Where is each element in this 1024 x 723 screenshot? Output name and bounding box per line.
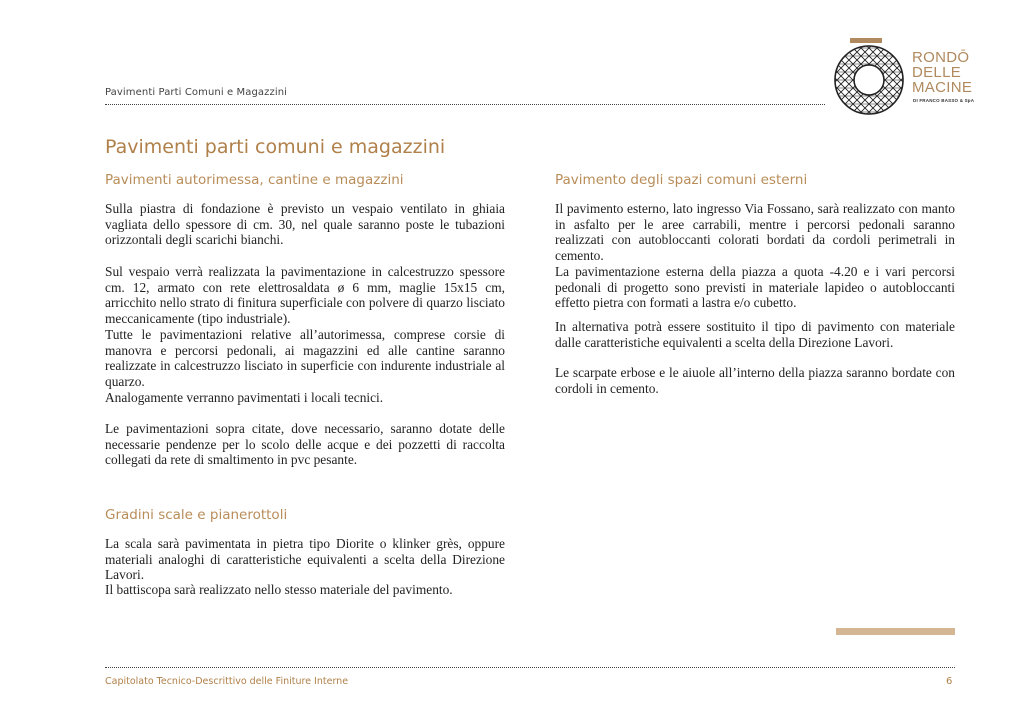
logo-subline: DI FRANCO BASSO & SpA bbox=[913, 98, 975, 103]
header-divider bbox=[105, 104, 825, 105]
paragraph: Tutte le pavimentazioni relative all’autorimessa, comprese corsie di manovra e percorsi pedonali, ai magazzini ed alle cantine saranno realizzate in calcestruzzo lisciato in superficie con indurente industriale al quarzo. bbox=[105, 327, 505, 389]
page-title: Pavimenti parti comuni e magazzini bbox=[105, 136, 446, 158]
brand-logo bbox=[833, 44, 983, 120]
paragraph: Sulla piastra di fondazione è previsto un vespaio ventilato in ghiaia vagliata dello spessore di cm. 30, nel quale saranno poste le tubazioni orizzontali degli scarichi bianchi. bbox=[105, 201, 505, 247]
section-heading-garage: Pavimenti autorimessa, cantine e magazzini bbox=[105, 172, 404, 188]
paragraph: La scala sarà pavimentata in pietra tipo Diorite o klinker grès, oppure materiali analoghi di caratteristiche equivalenti a scelta della Direzione Lavori. bbox=[105, 536, 505, 582]
paragraph: Il battiscopa sarà realizzato nello stesso materiale del pavimento. bbox=[105, 582, 453, 597]
footer-accent-bar bbox=[836, 628, 955, 635]
footer-divider bbox=[105, 667, 955, 668]
page-number: 6 bbox=[946, 676, 953, 687]
logo-wordmark bbox=[912, 50, 972, 95]
running-header: Pavimenti Parti Comuni e Magazzini bbox=[105, 87, 288, 98]
paragraph: Sul vespaio verrà realizzata la pavimentazione in calcestruzzo spessore cm. 12, armato con rete elettrosaldata ø 6 mm, maglie 15x15 cm, arricchito nello strato di finitura superficiale con polvere di quarzo lisciato meccanicamente (tipo industriale). bbox=[105, 264, 505, 326]
paragraph: In alternativa potrà essere sostituito il tipo di pavimento con materiale dalle caratteristiche equivalenti a scelta della Direzione Lavori. bbox=[555, 319, 955, 350]
paragraph: La pavimentazione esterna della piazza a quota -4.20 e i vari percorsi pedonali di progetto sono previsti in materiale lapideo o autobloccanti effetto pietra con formati a lastra e/o cubetto. bbox=[555, 264, 955, 310]
footer-document-title: Capitolato Tecnico-Descrittivo delle Finiture Interne bbox=[105, 676, 349, 687]
section-heading-exterior: Pavimento degli spazi comuni esterni bbox=[555, 172, 808, 188]
paragraph: Le pavimentazioni sopra citate, dove necessario, saranno dotate delle necessarie pendenze per lo scolo delle acque e dei pozzetti di raccolta collegati da rete di smaltimento in pvc pesante. bbox=[105, 421, 505, 467]
section-heading-stairs: Gradini scale e pianerottoli bbox=[105, 507, 288, 523]
logo-line-3: MACINE bbox=[912, 79, 973, 96]
logo-line-2: DELLE bbox=[912, 64, 962, 81]
circular-lattice-logo-icon bbox=[833, 44, 905, 116]
paragraph: Le scarpate erbose e le aiuole all’interno della piazza saranno bordate con cordoli in cemento. bbox=[555, 365, 955, 396]
logo-accent-bar bbox=[850, 38, 882, 43]
paragraph: Il pavimento esterno, lato ingresso Via Fossano, sarà realizzato con manto in asfalto per le aree carrabili, mentre i percorsi pedonali saranno realizzati con autobloccanti colorati bordati da cordoli perimetrali in cemento. bbox=[555, 201, 955, 263]
paragraph: Analogamente verranno pavimentati i locali tecnici. bbox=[105, 390, 384, 405]
logo-line-1: RONDŌ bbox=[912, 49, 970, 66]
